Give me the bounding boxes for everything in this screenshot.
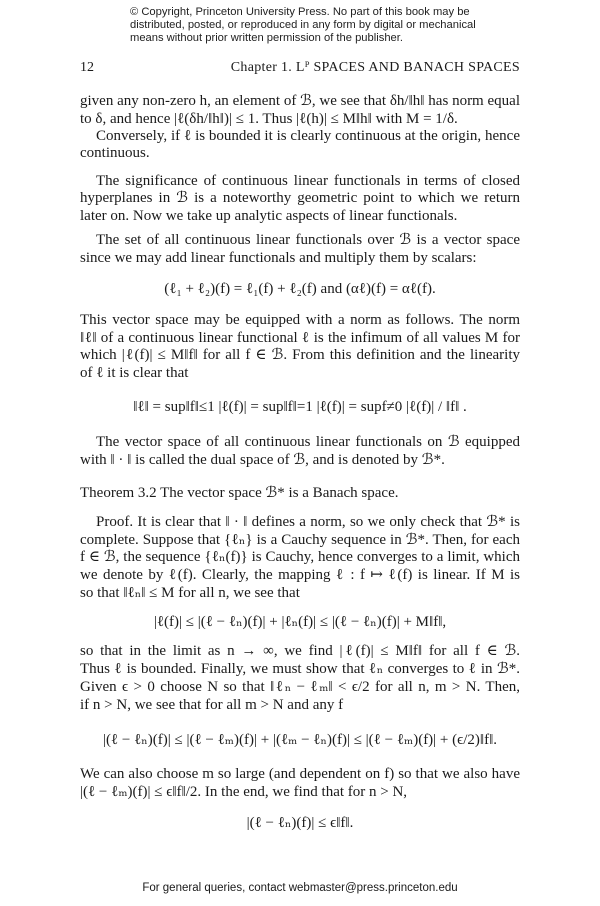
text-line: so that in the limit as n → ∞, we find |ℓ(f)| ≤ M‖f‖ for all f ∈ ℬ.	[80, 643, 520, 659]
text-line: f ∈ ℬ, the sequence {ℓₙ(f)} is Cauchy, hence converges to a limit, which	[80, 549, 520, 565]
text-line: later on. Now we take up analytic aspects of linear functionals.	[80, 208, 458, 224]
text-line: The vector space of all continuous linear functionals on ℬ equipped	[96, 434, 520, 450]
text-line: The set of all continuous linear functionals over ℬ is a vector space	[96, 232, 520, 248]
text-line: We can also choose m so large (and dependent on f) so that we also have	[80, 766, 520, 782]
text-line: Thus ℓ is bounded. Finally, we must show that ℓₙ converges to ℓ in ℬ*.	[80, 661, 520, 677]
text-line: Conversely, if ℓ is bounded it is clearly continuous at the origin, hence	[96, 128, 520, 144]
text-line: of ℓ it is clear that	[80, 365, 189, 381]
running-title: Chapter 1. Lᴾ SPACES AND BANACH SPACES	[230, 60, 520, 75]
copyright-line: distributed, posted, or reproduced in any form by digital or mechanical	[130, 19, 476, 31]
text-line: This vector space may be equipped with a norm as follows. The norm	[80, 312, 520, 328]
display-equation: ‖ℓ‖ = sup‖f‖≤1 |ℓ(f)| = sup‖f‖=1 |ℓ(f)| = supf≠0 |ℓ(f)| / ‖f‖ .	[133, 399, 467, 415]
text-line: if n > N, we see that for all m > N and any f	[80, 697, 344, 713]
page-number: 12	[80, 60, 94, 75]
text-line: which |ℓ(f)| ≤ M‖f‖ for all f ∈ ℬ. From this definition and the linearity	[80, 347, 520, 363]
text-line: complete. Suppose that {ℓₙ} is a Cauchy sequence in ℬ*. Then, for each	[80, 532, 520, 548]
display-equation: |(ℓ − ℓₙ)(f)| ≤ |(ℓ − ℓₘ)(f)| + |(ℓₘ − ℓₙ)(f)| ≤ |(ℓ − ℓₘ)(f)| + (ϵ/2)‖f‖.	[102, 732, 498, 748]
text-line: hyperplanes in ℬ is a noteworthy geometric point to which we return	[80, 190, 520, 206]
text-line: so that ‖ℓₙ‖ ≤ M for all n, we see that	[80, 585, 300, 601]
text-line: Given ϵ > 0 choose N so that ‖ℓₙ − ℓₘ‖ < ϵ/2 for all n, m > N. Then,	[80, 679, 520, 695]
text-line: continuous.	[80, 145, 150, 161]
text-line: given any non-zero h, an element of ℬ, we see that δh/‖h‖ has norm equal	[80, 93, 520, 109]
text-line: |(ℓ − ℓₘ)(f)| ≤ ϵ‖f‖/2. In the end, we find that for n > N,	[80, 784, 408, 800]
text-line: The significance of continuous linear functionals in terms of closed	[96, 173, 520, 189]
text-line: since we may add linear functionals and multiply them by scalars:	[80, 250, 477, 266]
copyright-line: means without prior written permission of the publisher.	[130, 32, 403, 44]
display-equation: (ℓ₁ + ℓ₂)(f) = ℓ₁(f) + ℓ₂(f) and (αℓ)(f) = αℓ(f).	[164, 281, 436, 297]
text-line: to δ, and hence |ℓ(δh/‖h‖)| ≤ 1. Thus |ℓ(h)| ≤ M‖h‖ with M = 1/δ.	[80, 111, 458, 127]
display-equation: |ℓ(f)| ≤ |(ℓ − ℓₙ)(f)| + |ℓₙ(f)| ≤ |(ℓ − ℓₙ)(f)| + M‖f‖,	[153, 614, 447, 630]
display-equation: |(ℓ − ℓₙ)(f)| ≤ ϵ‖f‖.	[246, 815, 354, 831]
copyright-line: © Copyright, Princeton University Press. No part of this book may be	[130, 6, 470, 18]
text-line: ‖ℓ‖ of a continuous linear functional ℓ is the infimum of all values M for	[80, 330, 520, 346]
text-line: Proof. It is clear that ‖ · ‖ defines a norm, so we only check that ℬ* is	[96, 514, 520, 530]
text-line: with ‖ · ‖ is called the dual space of ℬ, and is denoted by ℬ*.	[80, 452, 445, 468]
theorem-statement: Theorem 3.2 The vector space ℬ* is a Banach space.	[80, 485, 399, 501]
footer-contact: For general queries, contact webmaster@press.princeton.edu	[142, 882, 458, 894]
text-line: we denote by ℓ(f). Clearly, the mapping ℓ : f ↦ ℓ(f) is linear. If M is	[80, 567, 520, 583]
